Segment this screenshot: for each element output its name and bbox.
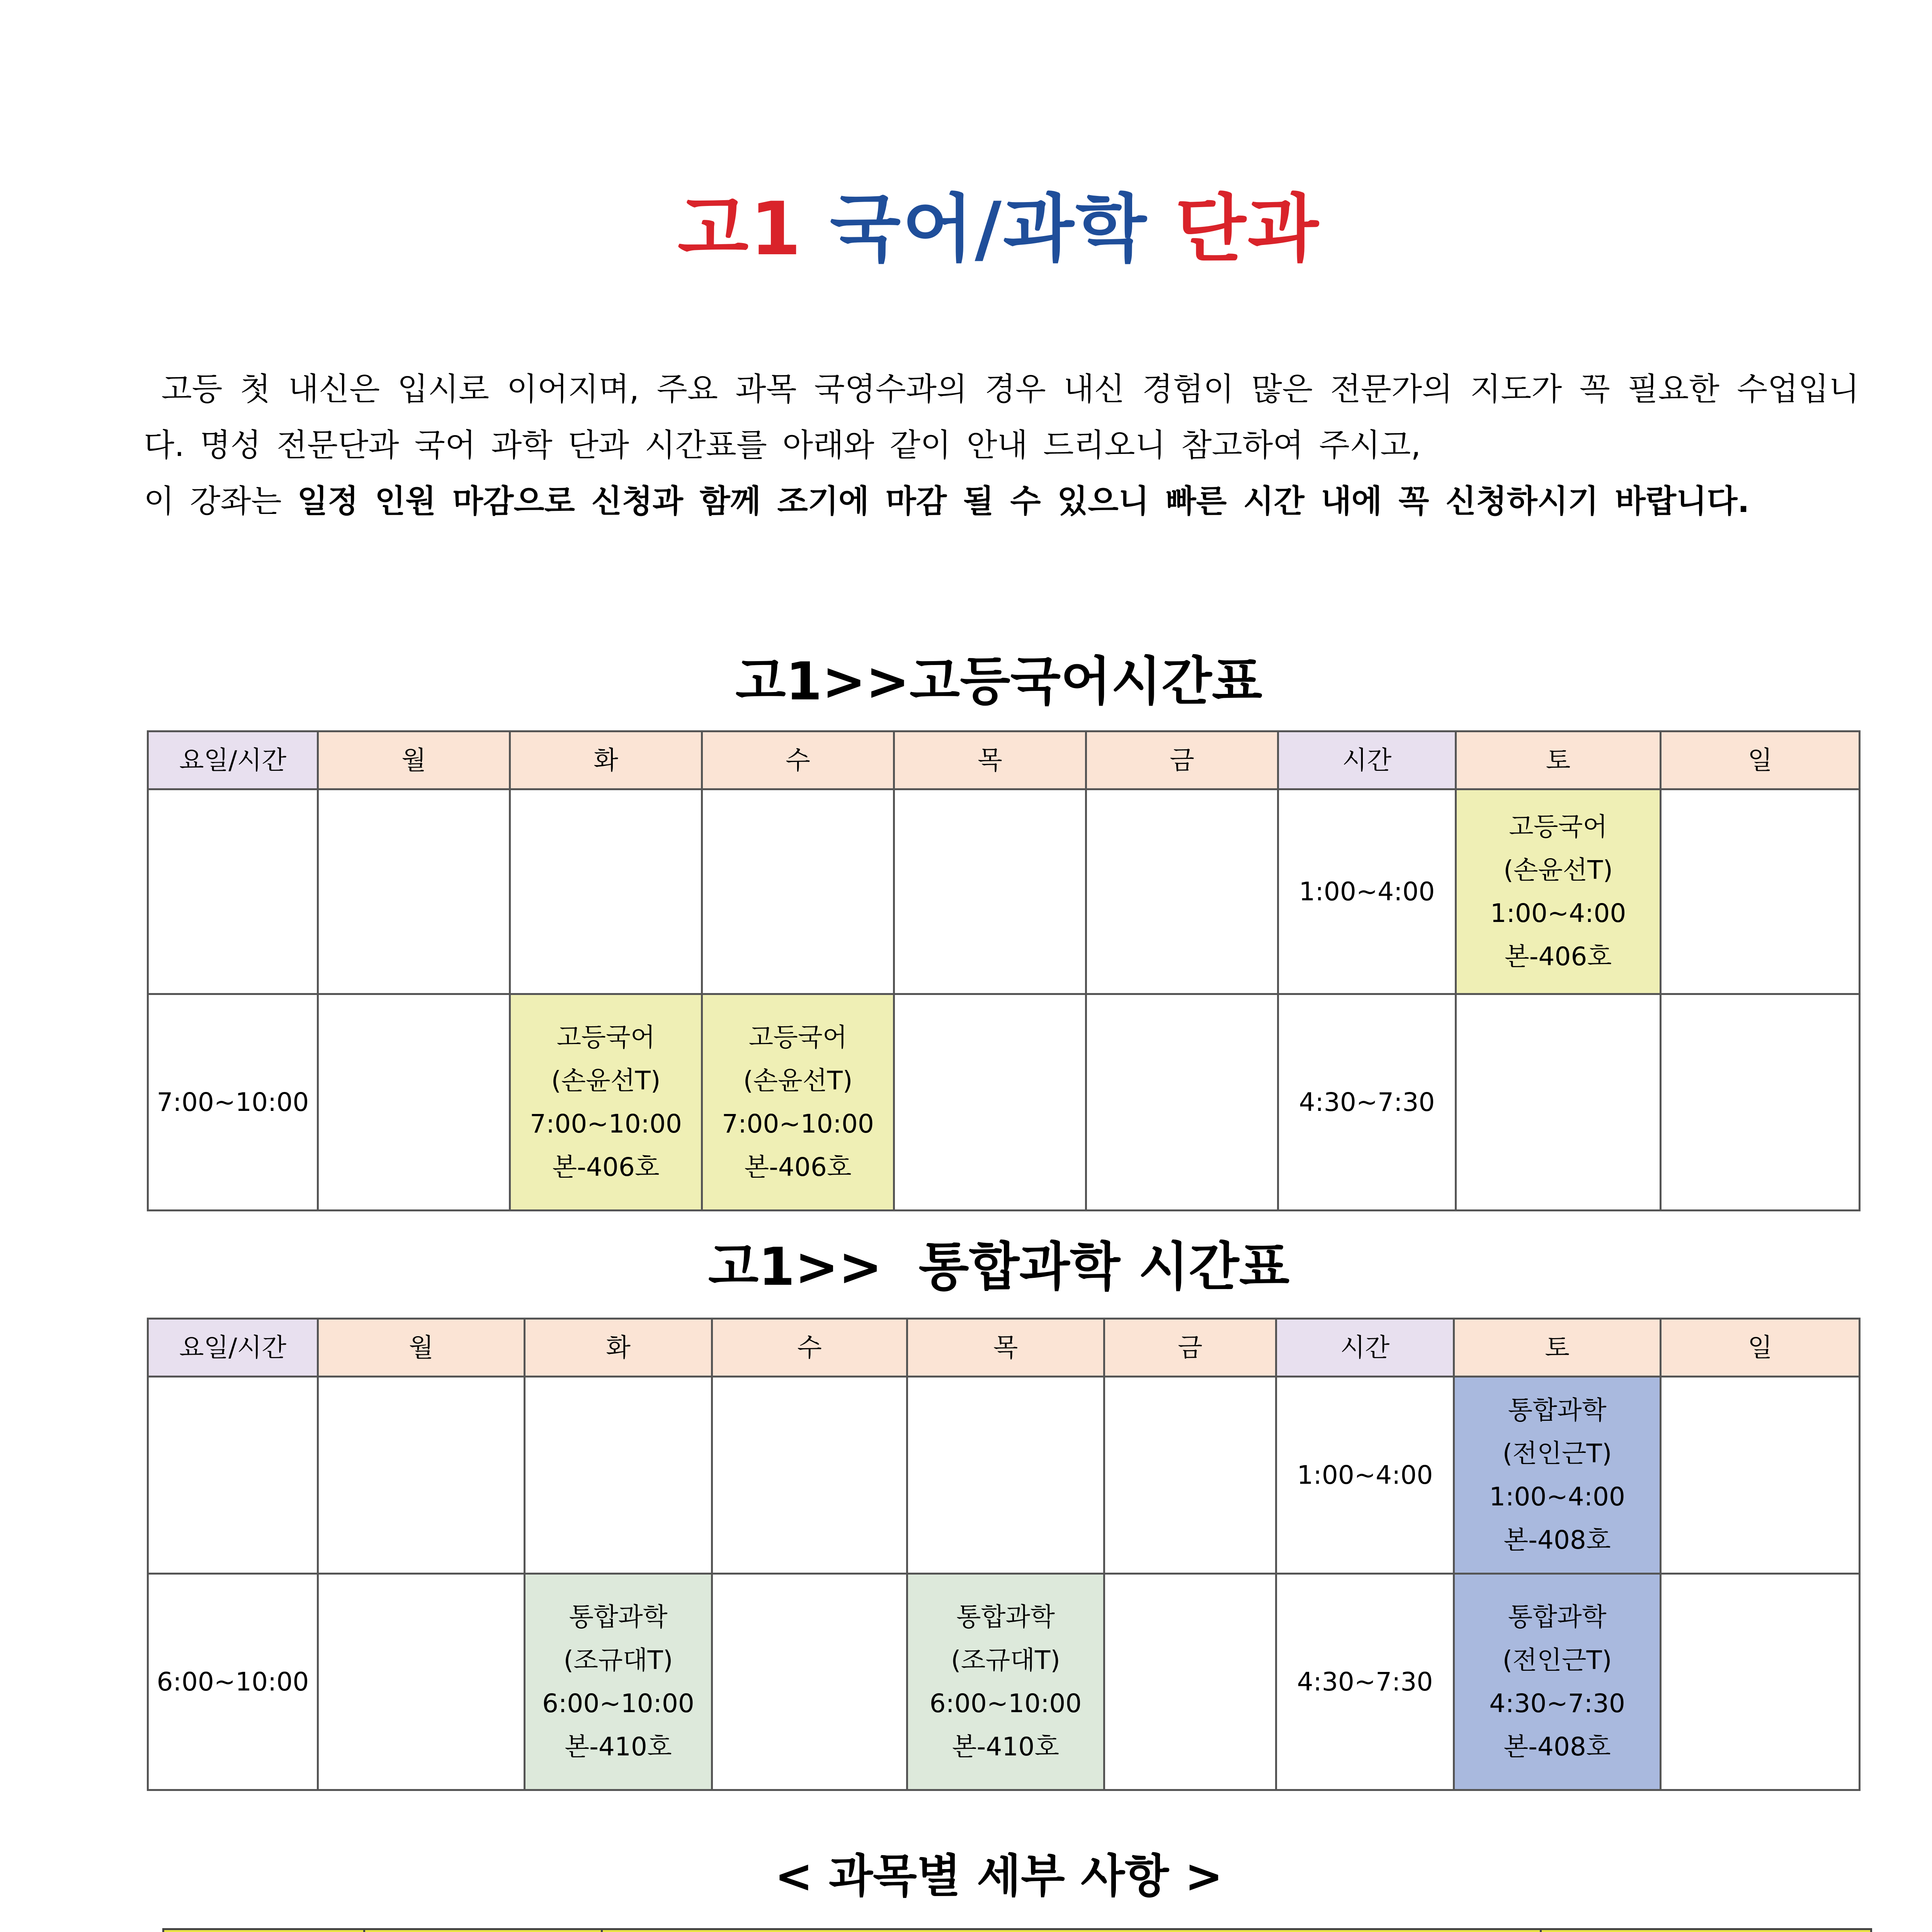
science-timetable — [147, 1318, 1861, 1791]
korean-row-1 — [148, 789, 1860, 994]
header-day-time: 요일/시간 — [148, 731, 318, 789]
header-sun: 일 — [1661, 1319, 1860, 1377]
science-thu-class: 통합과학 (조규대T) 6:00~10:00 본-410호 — [907, 1574, 1104, 1790]
page-title: 고1 국어/과학 단과 — [677, 186, 1320, 272]
science-sat-class-2: 통합과학 (전인근T) 4:30~7:30 본-408호 — [1454, 1574, 1661, 1790]
korean-timetable-title: 고1>>고등국어시간표 — [735, 651, 1262, 712]
header-thu: 목 — [907, 1319, 1104, 1377]
header-sat: 토 — [1456, 731, 1661, 789]
header-time: 시간 — [1276, 1319, 1454, 1377]
korean-wed-class: 고등국어 (손윤선T) 7:00~10:00 본-406호 — [702, 994, 894, 1211]
header-days — [364, 1929, 602, 1932]
header-wed: 수 — [702, 731, 894, 789]
sat-time-cell: 1:00~4:00 — [1278, 789, 1456, 994]
science-row-1 — [148, 1377, 1860, 1574]
header-mon: 월 — [318, 731, 510, 789]
korean-header-row — [148, 731, 1860, 789]
weekday-time-cell: 7:00~10:00 — [148, 994, 318, 1211]
sat-time-cell: 1:00~4:00 — [1276, 1377, 1454, 1574]
header-wed: 수 — [712, 1319, 907, 1377]
science-timetable-title: 고1>> 통합과학 시간표 — [708, 1236, 1290, 1297]
header-time: 시간 — [1278, 731, 1456, 789]
sat-time-cell: 4:30~7:30 — [1276, 1574, 1454, 1790]
header-sun: 일 — [1661, 731, 1860, 789]
header-mon: 월 — [318, 1319, 525, 1377]
header-thu: 목 — [894, 731, 1086, 789]
korean-timetable — [147, 730, 1861, 1211]
weekday-time-cell: 6:00~10:00 — [148, 1574, 318, 1790]
header-subject — [163, 1929, 364, 1932]
korean-sat-class: 고등국어 (손윤선T) 1:00~4:00 본-406호 — [1456, 789, 1661, 994]
sat-time-cell: 4:30~7:30 — [1278, 994, 1456, 1211]
header-fee — [1541, 1929, 1871, 1932]
header-day-time: 요일/시간 — [148, 1319, 318, 1377]
korean-row-2 — [148, 994, 1860, 1211]
header-fri: 금 — [1104, 1319, 1276, 1377]
header-tue: 화 — [525, 1319, 712, 1377]
intro-text — [144, 361, 1859, 529]
intro-line2: 이 강좌는 일정 인원 마감으로 신청과 함께 조기에 마감 될 수 있으니 빠른 시간 내에 꼭 신청하시기 바랍니다. — [144, 483, 1750, 520]
science-tue-class: 통합과학 (조규대T) 6:00~10:00 본-410호 — [525, 1574, 712, 1790]
science-sat-class-1: 통합과학 (전인근T) 1:00~4:00 본-408호 — [1454, 1377, 1661, 1574]
header-tue: 화 — [510, 731, 702, 789]
header-fri: 금 — [1086, 731, 1278, 789]
details-title: < 과목별 세부 사항 > — [775, 1849, 1223, 1903]
science-row-2 — [148, 1574, 1860, 1790]
korean-tue-class: 고등국어 (손윤선T) 7:00~10:00 본-406호 — [510, 994, 702, 1211]
details-header-row — [163, 1929, 1871, 1932]
intro-line1: 고등 첫 내신은 입시로 이어지며, 주요 과목 국영수과의 경우 내신 경험이 많은 전문가의 지도가 꼭 필요한 수업입니다. 명성 전문단과 국어 과학 단과 시간표를 아래와 같이 안내 드리오니 참고하여 주시고, — [144, 371, 1859, 464]
header-sat: 토 — [1454, 1319, 1661, 1377]
science-header-row — [148, 1319, 1860, 1377]
header-content — [602, 1929, 1541, 1932]
details-table — [162, 1928, 1872, 1932]
